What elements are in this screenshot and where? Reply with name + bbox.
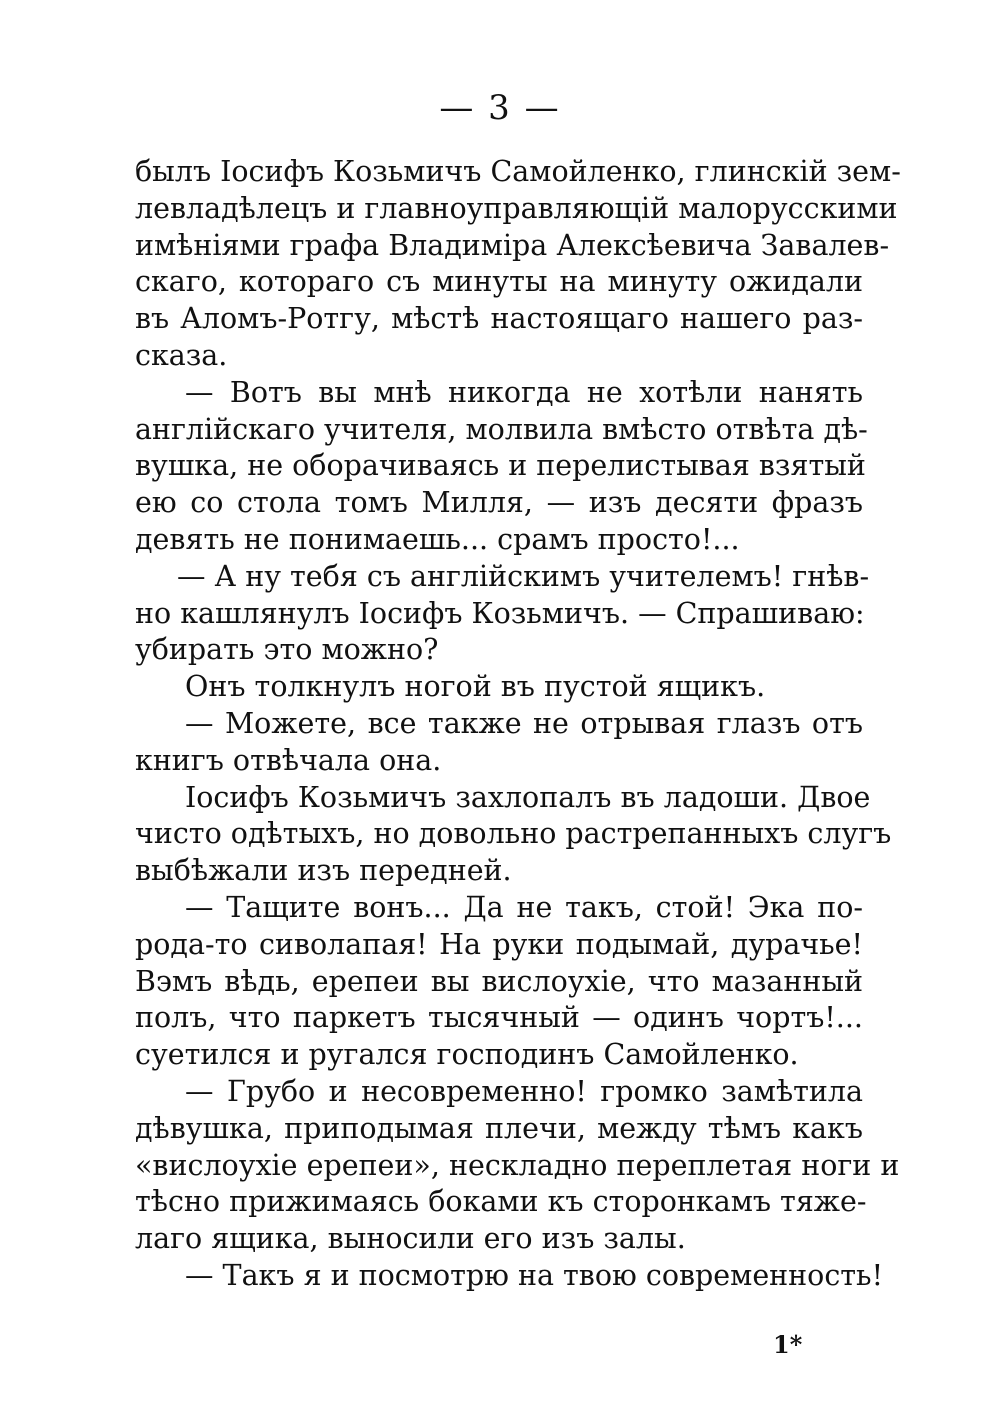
text-line: лаго ящика, выносили его изъ залы. <box>135 1222 686 1256</box>
text-line: сказа. <box>135 338 228 372</box>
text-line: ею со стола томъ Милля, — изъ десяти фразъ <box>135 486 863 520</box>
text-line: убирать это можно? <box>135 633 439 667</box>
text-line: но кашлянулъ Іосифъ Козьмичъ. — Спрашиваю: <box>135 596 865 630</box>
text-line: — Такъ я и посмотрю на твою современность! <box>185 1258 884 1292</box>
text-line: суетился и ругался господинъ Самойленко. <box>135 1038 799 1072</box>
text-line: полъ, что паркетъ тысячный — одинъ чортъ!... <box>135 1001 863 1035</box>
text-line: — А ну тебя съ англійскимъ учителемъ! гнѣв- <box>177 559 870 593</box>
text-line: левладѣлецъ и главноуправляющій малорусскими <box>135 191 898 225</box>
text-line: — Можете, все также не отрывая глазъ отъ <box>185 706 863 740</box>
text-line: тѣсно прижимаясь боками къ сторонкамъ тяже- <box>135 1185 867 1219</box>
text-line: рода-то сиволапая! На руки подымай, дурачье! <box>135 927 863 961</box>
page-number: — 3 — <box>439 88 561 128</box>
text-line: «вислоухіе ерепеи», нескладно переплетая ноги и <box>135 1148 900 1182</box>
text-line: — Тащите вонъ... Да не такъ, стой! Эка по- <box>185 890 863 924</box>
text-line: девять не понимаешь... срамъ просто!... <box>135 522 740 556</box>
page-text <box>135 154 901 1295</box>
text-line: — Грубо и несовременно! громко замѣтила <box>185 1074 863 1108</box>
text-line: вушка, не оборачиваясь и перелистывая взятый <box>135 449 866 483</box>
text-line: книгъ отвѣчала она. <box>135 743 442 777</box>
text-line: былъ Іосифъ Козьмичъ Самойленко, глинскій зем- <box>135 155 901 188</box>
signature-mark: 1* <box>773 1330 803 1359</box>
text-line: дѣвушка, приподымая плечи, между тѣмъ какъ <box>135 1111 863 1145</box>
text-line: имѣніями графа Владиміра Алексѣевича Завалев- <box>135 228 890 262</box>
text-line: скаго, котораго съ минуты на минуту ожидали <box>135 265 863 299</box>
text-line: Іосифъ Козьмичъ захлопалъ въ ладоши. Двое <box>185 780 871 814</box>
text-line: Вэмъ вѣдь, ерепеи вы вислоухіе, что мазанный <box>135 964 863 998</box>
text-line: — Вотъ вы мнѣ никогда не хотѣли нанять <box>185 375 863 409</box>
text-line: выбѣжали изъ передней. <box>135 854 512 888</box>
text-line: англійскаго учителя, молвила вмѣсто отвѣта дѣ- <box>135 412 868 446</box>
text-line: въ Аломъ-Ротгу, мѣстѣ настоящаго нашего раз- <box>135 302 863 336</box>
text-line: чисто одѣтыхъ, но довольно растрепанныхъ слугъ <box>135 817 892 851</box>
text-line: Онъ толкнулъ ногой въ пустой ящикъ. <box>185 670 766 704</box>
